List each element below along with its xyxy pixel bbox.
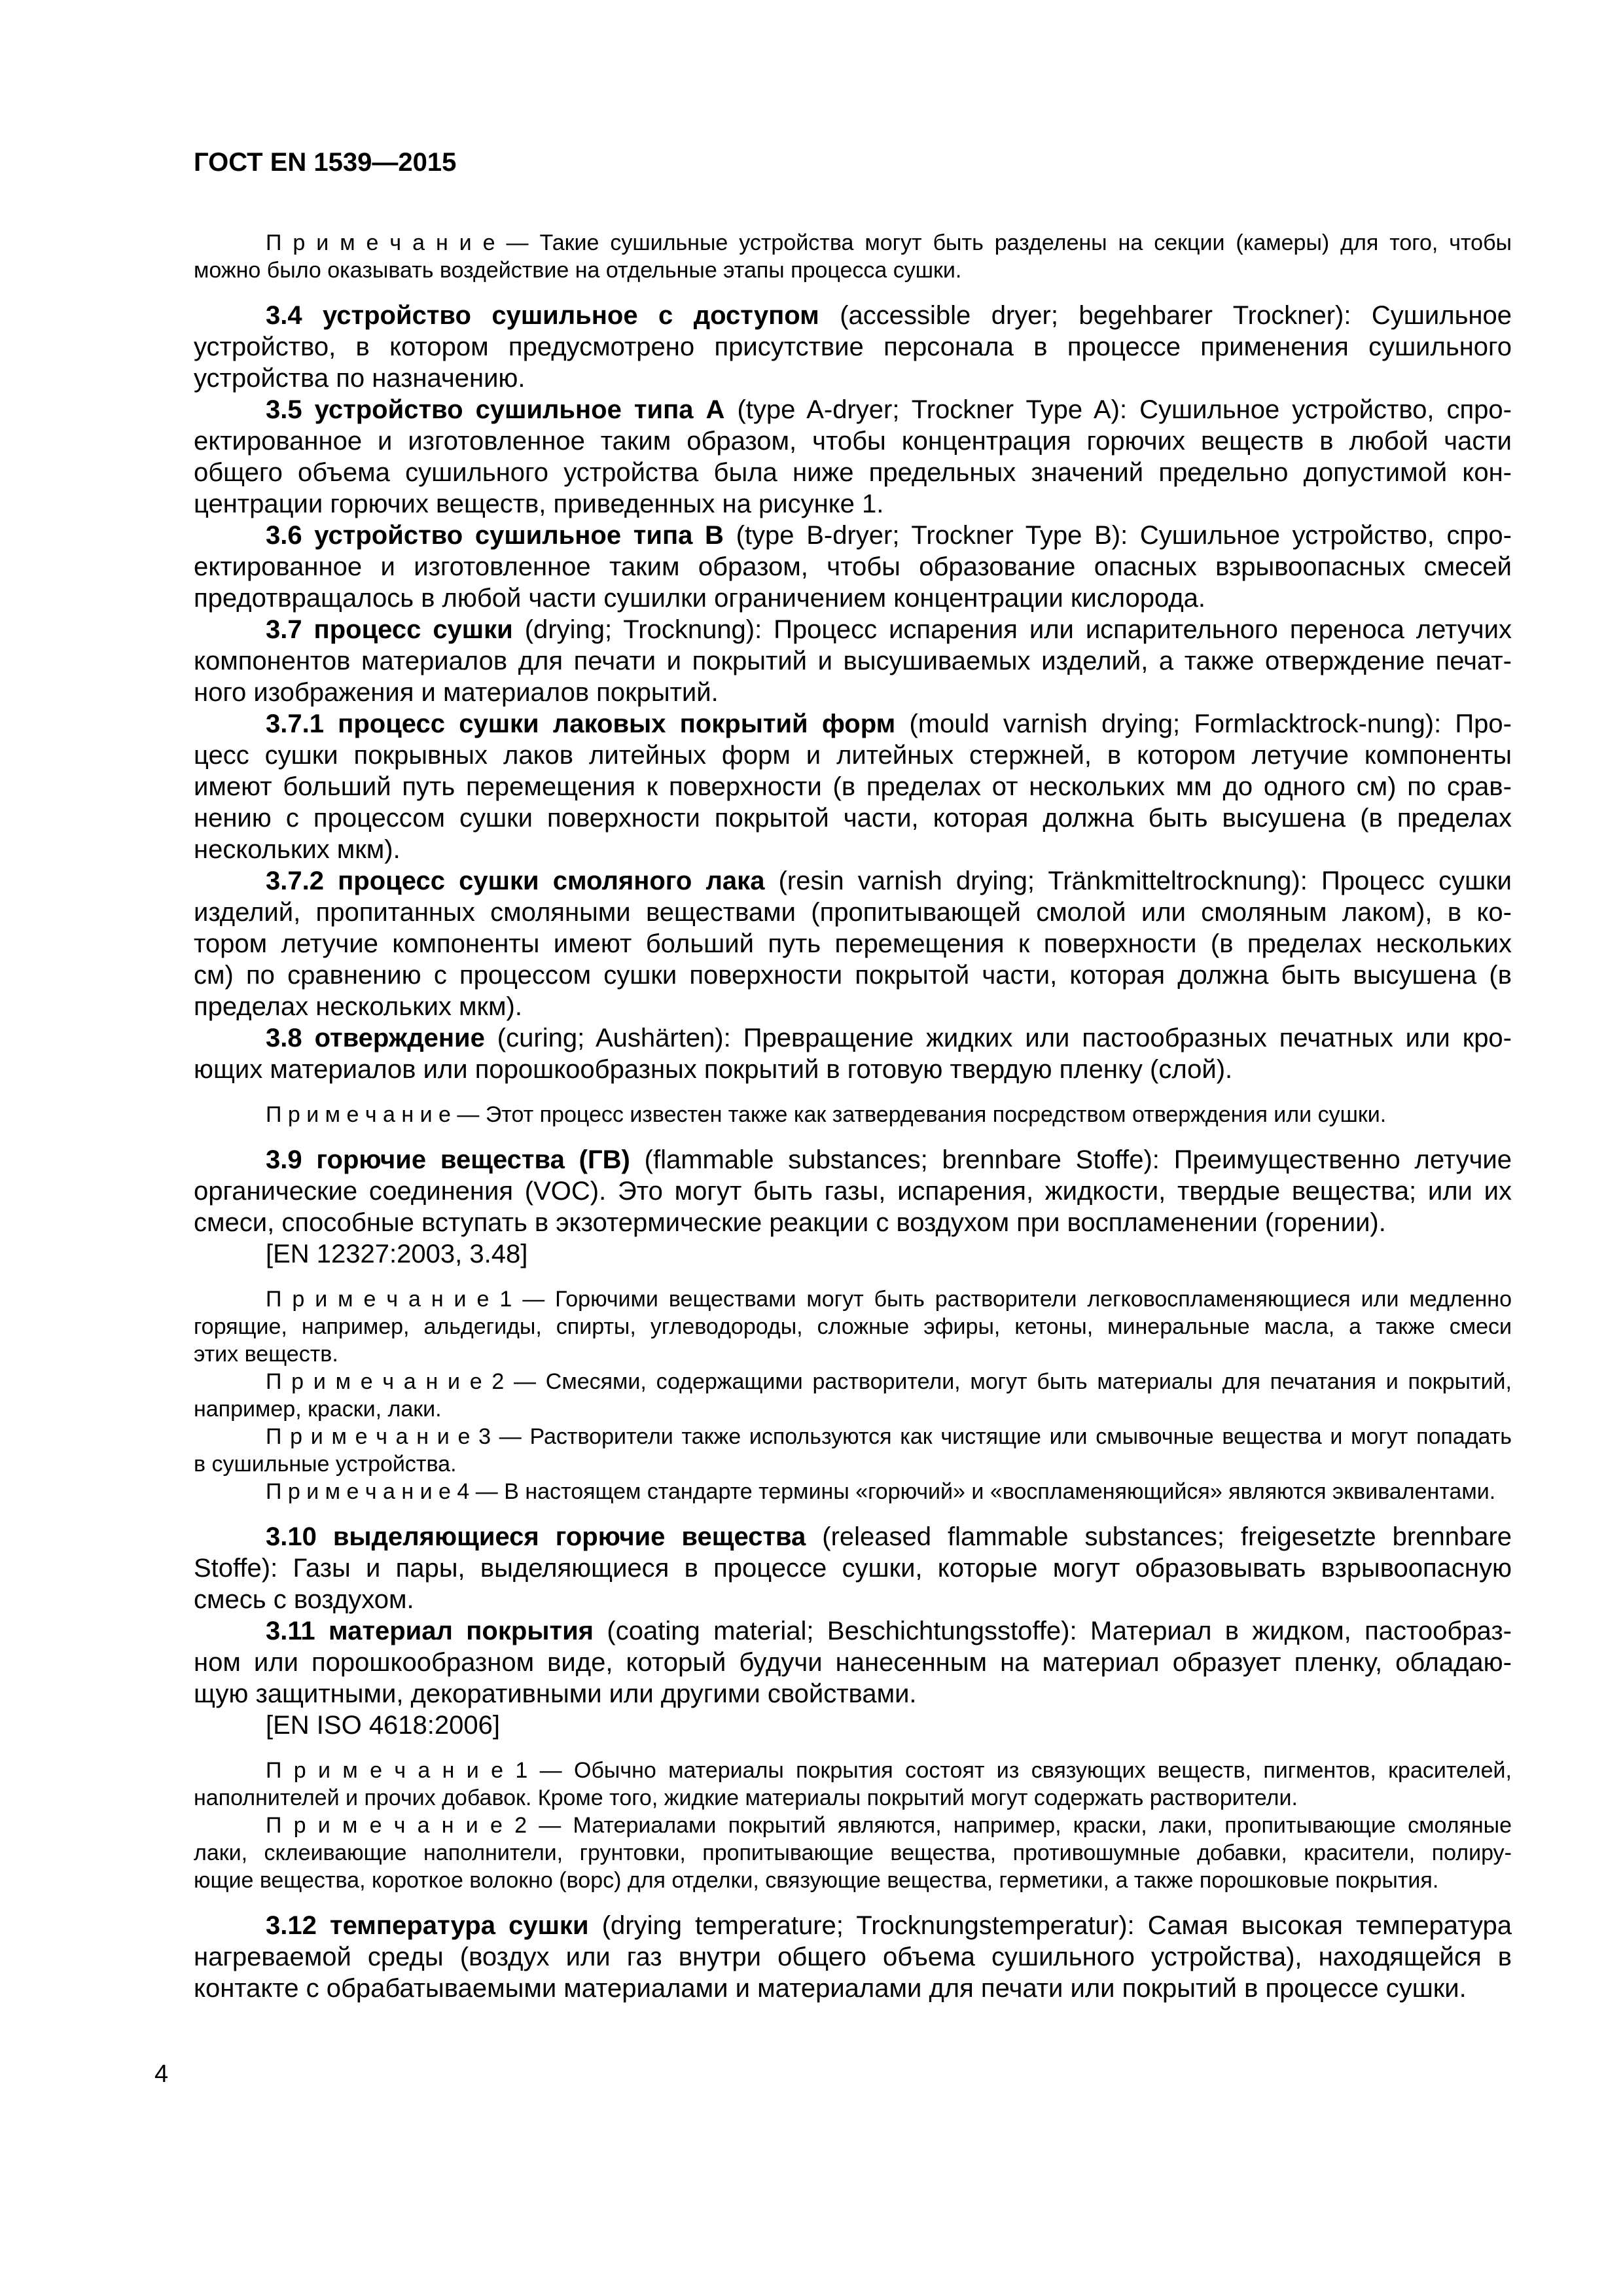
term-3-12-drying-temperature <box>194 1910 1512 2004</box>
text-line: лаки, склеивающие наполнители, грунтовки, пропитывающие вещества, противошумные добавки, красители, полиру- <box>194 1840 1512 1865</box>
text-line: 3.9 горючие вещества (ГВ) (flammable substances; brennbare Stoffe): Преимущественно летучие <box>266 1145 1512 1174</box>
text-line: нению с процессом сушки поверхности покрытой части, которая должна быть высушена (в пределах <box>194 804 1512 833</box>
term-3-6-type-b-dryer <box>194 520 1512 614</box>
text-line: ного изображения и материалов покрытий. <box>194 678 719 707</box>
text-line: устройства по назначению. <box>194 364 526 393</box>
text-line: 3.7 процесс сушки (drying; Trocknung): Процесс испарения или испарительного переноса летучих <box>266 615 1512 644</box>
text-line: этих веществ. <box>194 1342 338 1367</box>
page-header-standard-designation: ГОСТ EN 1539—2015 <box>194 148 457 177</box>
term-3-7-drying-process <box>194 614 1512 708</box>
term-3-7-2-resin-varnish-drying <box>194 865 1512 1022</box>
text-line: например, краски, лаки. <box>194 1397 442 1422</box>
text-line: П р и м е ч а н и е 4 — В настоящем стандарте термины «горючий» и «воспламеняющийся» являются эквивалентами. <box>266 1479 1496 1504</box>
text-line: наполнителей и прочих добавок. Кроме того, жидкие материалы покрытий могут содержать растворители. <box>194 1785 1298 1810</box>
note-1-coating-composition <box>194 1757 1512 1812</box>
text-line: компонентов материалов для печати и покрытий и высушиваемых изделий, а также отверждение печат- <box>194 647 1512 675</box>
page-content <box>194 229 1512 2004</box>
text-line: нескольких мкм). <box>194 835 401 864</box>
note-3-cleaning-solvents <box>194 1423 1512 1478</box>
text-line: 3.8 отверждение (curing; Aushärten): Превращение жидких или пастообразных печатных или кро- <box>266 1024 1512 1052</box>
text-line: 3.7.1 процесс сушки лаковых покрытий форм (mould varnish drying; Formlacktrock-nung): Про- <box>266 709 1512 738</box>
text-line: 3.4 устройство сушильное с доступом (accessible dryer; begehbarer Trockner): Сушильное <box>266 301 1512 330</box>
text-line: в сушильные устройства. <box>194 1452 457 1477</box>
note-2-solvent-mixtures <box>194 1368 1512 1423</box>
text-line: смеси, способные вступать в экзотермические реакции с воздухом при воспламенении (горении). <box>194 1208 1386 1237</box>
text-line: 3.6 устройство сушильное типа В (type B-dryer; Trockner Type B): Сушильное устройство, спро- <box>266 521 1512 550</box>
note-2-coating-examples <box>194 1812 1512 1894</box>
reference-en-12327 <box>194 1238 1512 1270</box>
note-1-flammable-substances <box>194 1285 1512 1368</box>
text-line: цесс сушки покрывных лаков литейных форм и литейных стержней, в котором летучие компоненты <box>194 741 1512 770</box>
text-line: П р и м е ч а н и е 2 — Материалами покрытий являются, например, краски, лаки, пропитывающие смоляные <box>266 1813 1512 1838</box>
text-line: ющие вещества, короткое волокно (ворс) для отделки, связующие вещества, герметики, а также порошковые покрытия. <box>194 1868 1439 1893</box>
term-3-10-released-flammable-substances <box>194 1521 1512 1615</box>
text-line: Stoffe): Газы и пары, выделяющиеся в процессе сушки, которые могут образовывать взрывоопасную <box>194 1554 1512 1583</box>
text-line: 3.5 устройство сушильное типа А (type A-dryer; Trockner Type A): Сушильное устройство, спро- <box>266 395 1512 424</box>
text-line: 3.12 температура сушки (drying temperature; Trocknungstemperatur): Самая высокая температура <box>266 1911 1512 1940</box>
text-line: нагреваемой среды (воздух или газ внутри общего объема сушильного устройства), находящейся в <box>194 1943 1512 1971</box>
reference-en-iso-4618 <box>194 1710 1512 1741</box>
note-curing <box>194 1101 1512 1128</box>
text-line: предотвращалось в любой части сушилки ограничением концентрации кислорода. <box>194 584 1206 613</box>
text-line: 3.10 выделяющиеся горючие вещества (released flammable substances; freigesetzte brennbare <box>266 1522 1512 1551</box>
text-line: см) по сравнению с процессом сушки поверхности покрытой части, которая должна быть высушена (в <box>194 961 1512 990</box>
text-line: П р и м е ч а н и е 1 — Обычно материалы покрытия состоят из связующих веществ, пигментов, красителей, <box>266 1758 1512 1783</box>
text-line: органические соединения (VOC). Это могут быть газы, испарения, жидкости, твердые вещества; или их <box>194 1177 1512 1206</box>
text-line: изделий, пропитанных смоляными веществами (пропитывающей смолой или смоляным лаком), в ко- <box>194 898 1512 927</box>
text-line: пределах нескольких мкм). <box>194 992 522 1021</box>
text-line: смесь с воздухом. <box>194 1585 414 1614</box>
text-line: имеют больший путь перемещения к поверхности (в пределах от нескольких мм до одного см) по срав- <box>194 772 1512 801</box>
page-number: 4 <box>154 2060 169 2088</box>
term-3-8-curing <box>194 1022 1512 1085</box>
text-line: П р и м е ч а н и е — Такие сушильные устройства могут быть разделены на секции (камеры) для того, чтобы <box>266 230 1512 255</box>
text-line: ном или порошкообразном виде, который будучи нанесенным на материал образует пленку, обладаю- <box>194 1648 1512 1677</box>
term-3-7-1-mould-varnish-drying <box>194 708 1512 865</box>
text-line: общего объема сушильного устройства была ниже предельных значений предельно допустимой кон- <box>194 458 1512 487</box>
text-line: [EN 12327:2003, 3.48] <box>266 1240 528 1268</box>
note-4-terms-equivalence <box>194 1478 1512 1505</box>
text-line: устройство, в котором предусмотрено присутствие персонала в процессе применения сушильного <box>194 332 1512 361</box>
text-line: П р и м е ч а н и е — Этот процесс известен также как затвердевания посредством отверждения или сушки. <box>266 1102 1387 1127</box>
term-3-4-accessible-dryer <box>194 300 1512 394</box>
text-line: 3.11 материал покрытия (coating material; Beschichtungsstoffe): Материал в жидком, пастообраз- <box>266 1617 1512 1645</box>
text-line: 3.7.2 процесс сушки смоляного лака (resin varnish drying; Tränkmitteltrocknung): Процесс сушки <box>266 867 1512 895</box>
text-line: П р и м е ч а н и е 2 — Смесями, содержащими растворители, могут быть материалы для печатания и покрытий, <box>266 1369 1512 1394</box>
term-3-11-coating-material <box>194 1615 1512 1710</box>
text-line: щую защитными, декоративными или другими свойствами. <box>194 1679 917 1708</box>
text-line: ектированное и изготовленное таким образом, чтобы концентрация горючих веществ в любой части <box>194 427 1512 456</box>
text-line: [EN ISO 4618:2006] <box>266 1711 501 1740</box>
term-3-5-type-a-dryer <box>194 394 1512 520</box>
text-line: контакте с обрабатываемыми материалами и материалами для печати или покрытий в процессе сушки. <box>194 1974 1467 2003</box>
note-dryer-sections <box>194 229 1512 284</box>
text-line: горящие, например, альдегиды, спирты, углеводороды, сложные эфиры, кетоны, минеральные масла, а также смеси <box>194 1314 1512 1339</box>
text-line: П р и м е ч а н и е 1 — Горючими веществами могут быть растворители легковоспламеняющиеся или медленно <box>266 1287 1512 1312</box>
term-3-9-flammable-substances <box>194 1144 1512 1238</box>
text-line: ющих материалов или порошкообразных покрытий в готовую твердую пленку (слой). <box>194 1055 1233 1084</box>
text-line: тором летучие компоненты имеют больший путь перемещения к поверхности (в пределах нескольких <box>194 929 1512 958</box>
text-line: П р и м е ч а н и е 3 — Растворители также используются как чистящие или смывочные вещества и могут попадать <box>266 1424 1512 1449</box>
text-line: центрации горючих веществ, приведенных на рисунке 1. <box>194 490 884 518</box>
text-line: ектированное и изготовленное таким образом, чтобы образование опасных взрывоопасных смесей <box>194 552 1512 581</box>
text-line: можно было оказывать воздействие на отдельные этапы процесса сушки. <box>194 258 962 283</box>
